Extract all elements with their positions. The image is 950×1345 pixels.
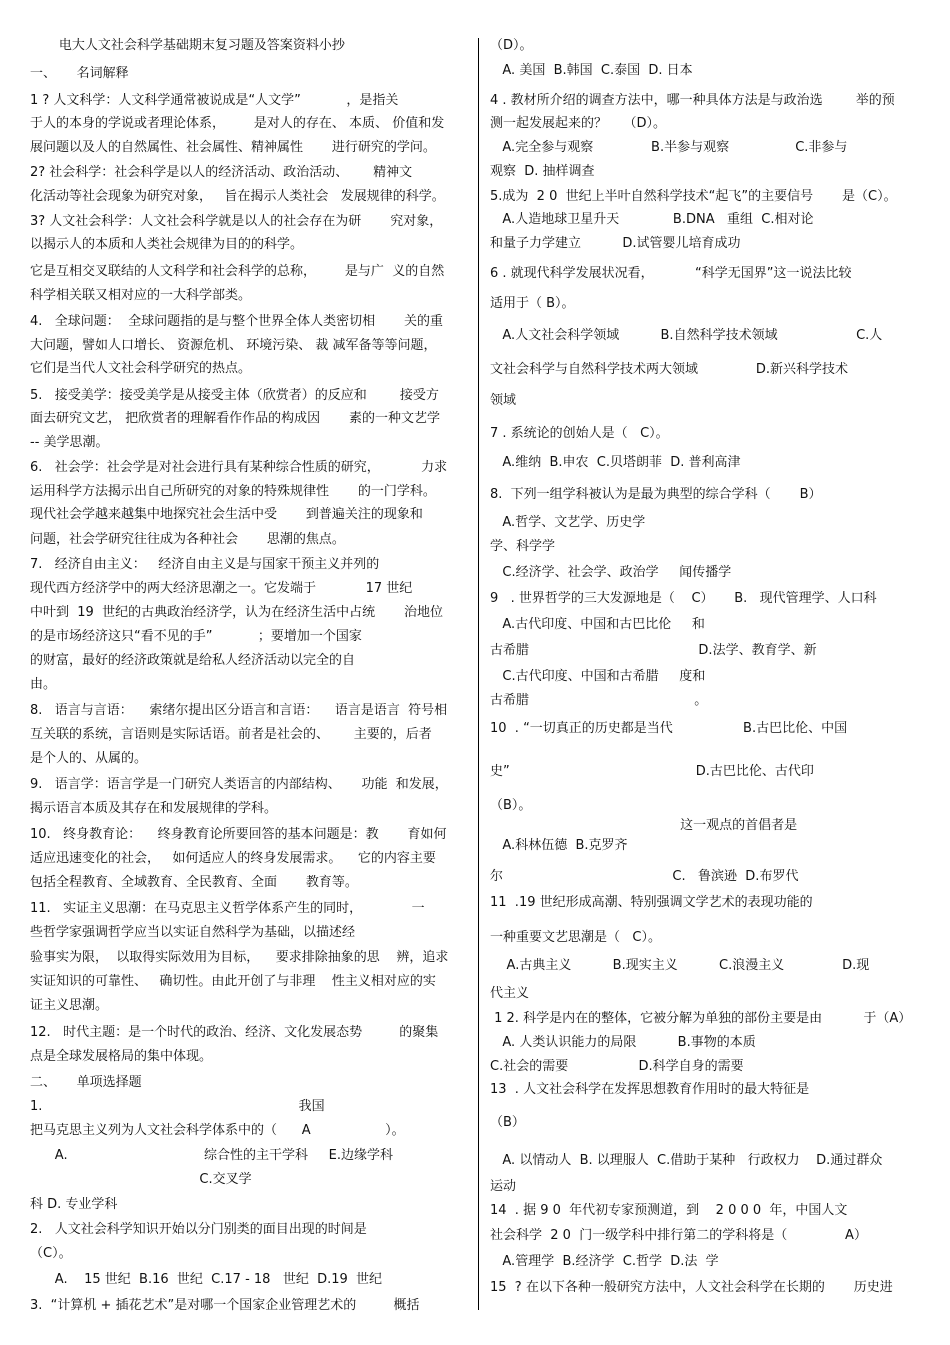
- right-text-line: 文社会科学与自然科学技术两大领域 D.新兴科学技术: [490, 362, 848, 377]
- right-text-line: 15 ? 在以下各种一般研究方法中，人文社会科学在长期的 历史进: [490, 1280, 893, 1295]
- left-text-line: 2. 人文社会科学知识开始以分门别类的面目出现的时间是: [30, 1222, 367, 1237]
- right-text-line: C.古代印度、中国和古希腊 度和: [490, 669, 706, 684]
- left-text-line: 二、 单项选择题: [30, 1075, 142, 1090]
- right-text-line: 尔 C. 鲁滨逊 D.布罗代: [490, 869, 799, 884]
- right-text-line: C.社会的需要 D.科学自身的需要: [490, 1059, 744, 1074]
- left-text-line: A. 15 世纪 B.16 世纪 C.17 - 18 世纪 D.19 世纪: [30, 1272, 383, 1287]
- left-text-line: 些哲学家强调哲学应当以实证自然科学为基础，以描述经: [30, 925, 356, 940]
- right-text-line: 史” D.古巴比伦、古代印: [490, 764, 814, 779]
- left-text-line: 2? 社会科学：社会科学是以人的经济活动、政治活动、 精神文: [30, 165, 413, 180]
- left-text-line: 10. 终身教育论： 终身教育论所要回答的基本问题是：教 育如何: [30, 827, 447, 842]
- right-text-line: 10 . “一切真正的历史都是当代 B.古巴比伦、中国: [490, 721, 848, 736]
- left-text-line: 运用科学方法揭示出自己所研究的对象的特殊规律性 的一门学科。: [30, 484, 436, 499]
- left-text-line: 8. 语言与言语： 索绪尔提出区分语言和言语： 语言是语言 符号相: [30, 703, 448, 718]
- left-text-line: 3? 人文社会科学：人文社会科学就是以人的社会存在为研 究对象，: [30, 214, 443, 229]
- right-text-line: 9 . 世界哲学的三大发源地是（ C） B. 现代管理学、人口科: [490, 591, 877, 606]
- right-text-line: 适用于（ B）。: [490, 296, 575, 311]
- right-text-line: 1 2. 科学是内在的整体，它被分解为单独的部份主要是由 于（A）: [490, 1011, 912, 1026]
- left-text-line: 4. 全球问题： 全球问题指的是与整个世界全体人类密切相 关的重: [30, 314, 443, 329]
- right-text-line: 13 . 人文社会科学在发挥思想教育作用时的最大特征是: [490, 1082, 810, 1097]
- left-text-line: 5. 接受美学：接受美学是从接受主体（欣赏者）的反应和 接受方: [30, 388, 439, 403]
- right-text-line: 5.成为 2 0 世纪上半叶自然科学技术“起飞”的主要信号 是（C）。: [490, 189, 897, 204]
- left-text-line: 3. “计算机 + 插花艺术”是对哪一个国家企业管理艺术的 概括: [30, 1298, 420, 1313]
- left-text-line: 现代西方经济学中的两大经济思潮之一。它发端于 17 世纪: [30, 581, 413, 596]
- right-column: [490, 0, 922, 1345]
- left-text-line: （C）。: [30, 1246, 72, 1261]
- right-text-line: 8. 下列一组学科被认为是最为典型的综合学科（ B）: [490, 487, 822, 502]
- left-text-line: 以揭示人的本质和人类社会规律为目的的科学。: [30, 237, 304, 252]
- left-text-line: 实证知识的可靠性、 确切性。由此开创了与非理 性主义相对应的实: [30, 974, 436, 989]
- left-text-line: 大问题，譬如人口增长、 资源危机、 环境污染、 裁 减军备等等问题，: [30, 338, 437, 353]
- left-text-line: 它是互相交叉联结的人文科学和社会科学的总称， 是与广 义的自然: [30, 264, 445, 279]
- right-text-line: A.完全参与观察 B.半参与观察 C.非参与: [490, 140, 848, 155]
- right-text-line: （B）。: [490, 798, 532, 813]
- left-text-line: 一、 名词解释: [30, 66, 129, 81]
- left-text-line: 的是市场经济这只“看不见的手” ；要增加一个国家: [30, 629, 362, 644]
- right-text-line: A.科林伍德 B.克罗齐: [490, 838, 628, 853]
- left-text-line: 1. 我国: [30, 1099, 325, 1114]
- right-text-line: 古希腊 。: [490, 693, 708, 708]
- right-text-line: A.人造地球卫星升天 B.DNA 重组 C.相对论: [490, 212, 814, 227]
- right-text-line: 11 .19 世纪形成高潮、特别强调文学艺术的表现功能的: [490, 895, 813, 910]
- right-text-line: 4 . 教材所介绍的调查方法中，哪一种具体方法是与政治选 举的预: [490, 93, 895, 108]
- left-text-line: 1 ? 人文科学：人文科学通常被说成是“人文学” ，是指关: [30, 93, 399, 108]
- left-text-line: 电大人文社会科学基础期末复习题及答案资料小抄: [30, 38, 345, 53]
- right-text-line: A. 以情动人 B. 以理服人 C.借助于某种 行政权力 D.通过群众: [490, 1153, 883, 1168]
- left-text-line: 揭示语言本质及其存在和发展规律的学科。: [30, 801, 278, 816]
- right-text-line: 测一起发展起来的？ （D）。: [490, 116, 667, 131]
- left-text-line: 科 D. 专业学科: [30, 1197, 118, 1212]
- right-text-line: A. 美国 B.韩国 C.泰国 D. 日本: [490, 63, 693, 78]
- left-text-line: A. 综合性的主干学科 E.边缘学科: [30, 1148, 393, 1163]
- left-text-line: 证主义思潮。: [30, 998, 109, 1013]
- left-text-line: C.交叉学: [30, 1172, 252, 1187]
- right-text-line: A.人文社会科学领域 B.自然科学技术领域 C.人: [490, 328, 883, 343]
- left-text-line: -- 美学思潮。: [30, 435, 109, 450]
- column-divider: [478, 38, 479, 1310]
- left-text-line: 把马克思主义列为人文社会科学体系中的（ A ）。: [30, 1123, 405, 1138]
- right-text-line: 社会科学 2 0 门一级学科中排行第二的学科将是（ A）: [490, 1228, 867, 1243]
- right-text-line: C.经济学、社会学、政治学 闻传播学: [490, 565, 732, 580]
- right-text-line: 14 . 据 9 0 年代初专家预测道，到 2 0 0 0 年，中国人文: [490, 1203, 848, 1218]
- right-text-line: A.管理学 B.经济学 C.哲学 D.法 学: [490, 1254, 719, 1269]
- left-text-line: 12. 时代主题：是一个时代的政治、经济、文化发展态势 的聚集: [30, 1025, 439, 1040]
- right-text-line: A.古典主义 B.现实主义 C.浪漫主义 D.现: [490, 958, 870, 973]
- left-text-line: 包括全程教育、全域教育、全民教育、全面 教育等。: [30, 875, 358, 890]
- left-text-line: 11. 实证主义思潮：在马克思主义哲学体系产生的同时， 一: [30, 901, 425, 916]
- left-text-line: 它们是当代人文社会科学研究的热点。: [30, 361, 252, 376]
- left-text-line: 适应迅速变化的社会， 如何适应人的终身发展需求。 它的内容主要: [30, 851, 436, 866]
- right-text-line: A.维纳 B.申农 C.贝塔朗菲 D. 普利高津: [490, 455, 741, 470]
- right-text-line: 古希腊 D.法学、教育学、新: [490, 643, 817, 658]
- right-text-line: 运动: [490, 1179, 517, 1194]
- left-text-line: 面去研究文艺， 把欣赏者的理解看作作品的构成因 素的一种文艺学: [30, 411, 441, 426]
- left-text-line: 展问题以及人的自然属性、社会属性、精神属性 进行研究的学问。: [30, 140, 436, 155]
- left-text-line: 7. 经济自由主义： 经济自由主义是与国家干预主义并列的: [30, 557, 380, 572]
- right-text-line: 代主义: [490, 986, 530, 1001]
- left-text-line: 于人的本身的学说或者理论体系， 是对人的存在、 本质、 价值和发: [30, 116, 445, 131]
- left-text-line: 化活动等社会现象为研究对象， 旨在揭示人类社会 发展规律的科学。: [30, 189, 445, 204]
- left-text-line: 中叶到 19 世纪的古典政治经济学，认为在经济生活中占统 治地位: [30, 605, 443, 620]
- right-text-line: 观察 D. 抽样调查: [490, 164, 595, 179]
- left-text-line: 点是全球发展格局的集中体现。: [30, 1049, 213, 1064]
- right-text-line: 7 . 系统论的创始人是（ C）。: [490, 426, 669, 441]
- right-text-line: 学、科学学: [490, 539, 556, 554]
- left-text-line: 验事实为限， 以取得实际效用为目标， 要求排除抽象的思 辨，追求: [30, 950, 449, 965]
- right-text-line: 领域: [490, 393, 517, 408]
- left-text-line: 问题，社会学研究往往成为各种社会 思潮的焦点。: [30, 532, 345, 547]
- left-text-line: 由。: [30, 677, 57, 692]
- right-text-line: A.哲学、文艺学、历史学: [490, 515, 646, 530]
- left-text-line: 是个人的、从属的。: [30, 751, 148, 766]
- right-text-line: （B）: [490, 1115, 525, 1130]
- left-text-line: 6. 社会学：社会学是对社会进行具有某种综合性质的研究， 力求: [30, 460, 448, 475]
- right-text-line: （D）。: [490, 38, 533, 53]
- left-column: [30, 0, 462, 1345]
- left-text-line: 9. 语言学：语言学是一门研究人类语言的内部结构、 功能 和发展，: [30, 777, 448, 792]
- left-text-line: 互关联的系统，言语则是实际话语。前者是社会的、 主要的，后者: [30, 727, 432, 742]
- right-text-line: A. 人类认识能力的局限 B.事物的本质: [490, 1035, 756, 1050]
- right-text-line: 一种重要文艺思潮是（ C）。: [490, 930, 661, 945]
- left-text-line: 的财富，最好的经济政策就是给私人经济活动以完全的自: [30, 653, 356, 668]
- left-text-line: 现代社会学越来越集中地探究社会生活中受 到普遍关注的现象和: [30, 507, 423, 522]
- right-text-line: 6 . 就现代科学发展状况看， “科学无国界”这一说法比较: [490, 266, 852, 281]
- right-text-line: A.古代印度、中国和古巴比伦 和: [490, 617, 705, 632]
- right-text-line: 和量子力学建立 D.试管婴儿培育成功: [490, 236, 741, 251]
- right-text-line: 这一观点的首倡者是: [490, 818, 798, 833]
- left-text-line: 科学相关联又相对应的一大科学部类。: [30, 288, 252, 303]
